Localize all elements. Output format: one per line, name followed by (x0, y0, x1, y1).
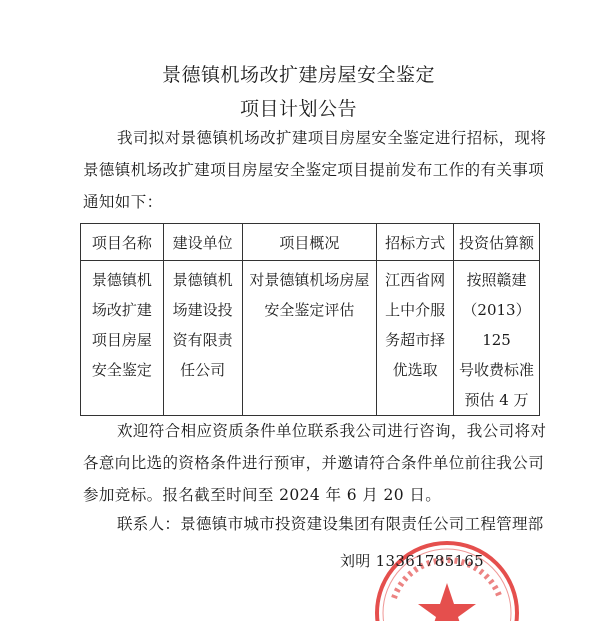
cell-line: 场改扩建 (91, 301, 152, 319)
cell-line: 安全鉴定 (91, 361, 152, 379)
cell-line: 上中介服 (385, 301, 446, 319)
cell-line: 场建设投 (172, 301, 233, 319)
cell-line: 安全鉴定评估 (264, 301, 355, 319)
contact-line: 联系人：景德镇市城市投资建设集团有限责任公司工程管理部 (117, 515, 544, 533)
cell-line: 优选取 (392, 361, 438, 379)
cell-line: （2013）125 (462, 301, 531, 349)
header-bidding-method: 招标方式 (377, 224, 454, 261)
document-title-line1: 景德镇机场改扩建房屋安全鉴定 (161, 64, 435, 86)
header-construction-unit: 建设单位 (163, 224, 242, 261)
cell-line: 务超市择 (385, 331, 446, 349)
cell-construction-unit (163, 261, 242, 416)
contact-person: 刘明 13361785165 (340, 552, 484, 570)
cell-line: 任公司 (180, 361, 226, 379)
cell-line: 江西省网 (385, 271, 446, 289)
cell-line: 项目房屋 (91, 331, 152, 349)
cell-project-name (81, 261, 164, 416)
cell-line: 号收费标准 (459, 361, 535, 379)
intro-paragraph: 我司拟对景德镇机场改扩建项目房屋安全鉴定进行招标，现将景德镇机场改扩建项目房屋安全鉴定项目提前发布工作的有关事项通知如下： (83, 129, 547, 211)
table-header-row (81, 224, 540, 261)
welcome-paragraph: 欢迎符合相应资质条件单位联系我公司进行咨询，我公司将对各意向比选的资格条件进行预审，并邀请符合条件单位前往我公司参加竞标。报名截至时间至 2024 年 6 月 20 日。 (83, 422, 547, 504)
document-title-line2: 项目计划公告 (239, 98, 357, 120)
cell-project-overview (242, 261, 377, 416)
cell-line: 预估 4 万 (464, 391, 529, 409)
cell-bidding-method (377, 261, 454, 416)
cell-line: 对景德镇机场房屋 (249, 271, 370, 289)
project-table (80, 223, 540, 416)
header-project-overview: 项目概况 (242, 224, 377, 261)
cell-line: 景德镇机 (172, 271, 233, 289)
cell-line: 资有限责 (172, 331, 233, 349)
header-project-name: 项目名称 (81, 224, 164, 261)
cell-line: 景德镇机 (91, 271, 152, 289)
cell-line: 按照赣建 (466, 271, 527, 289)
header-investment-estimate: 投资估算额 (454, 224, 540, 261)
table-row (81, 261, 540, 416)
cell-investment-estimate (454, 261, 540, 416)
